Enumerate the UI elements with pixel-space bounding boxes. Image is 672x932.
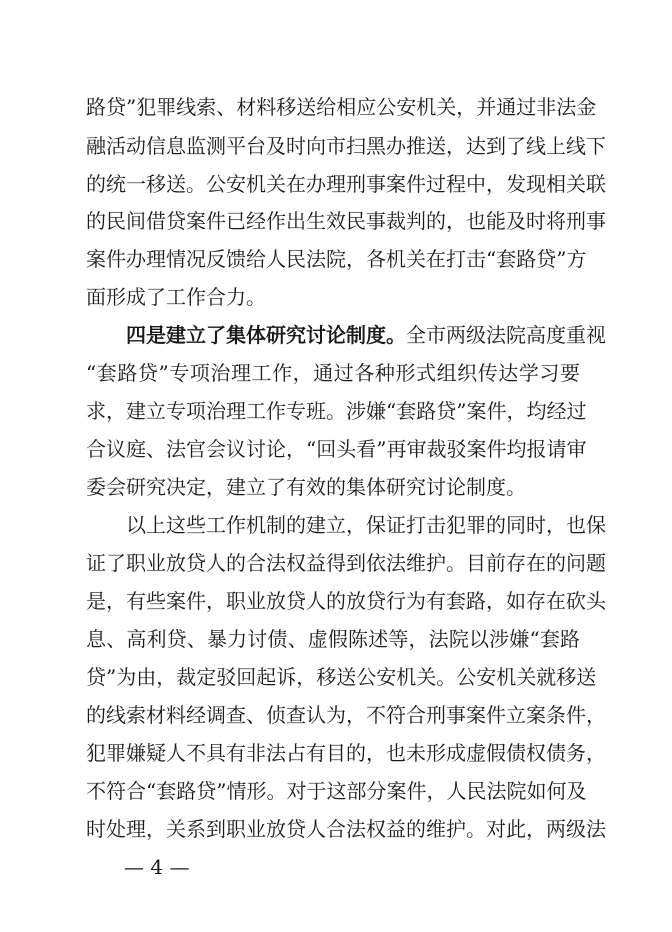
text-line: 融活动信息监测平台及时向市扫黑办推送，达到了线上线下 bbox=[86, 134, 606, 158]
text-line: 案件办理情况反馈给人民法院，各机关在打击“套路贷”方 bbox=[86, 247, 587, 271]
text-line: 路贷”犯罪线索、材料移送给相应公安机关，并通过非法金 bbox=[86, 95, 597, 119]
text-line: 的线索材料经调查、侦查认为，不符合刑事案件立案条件， bbox=[86, 703, 606, 727]
text-line: 息、高利贷、暴力讨债、虚假陈述等，法院以涉嫌“套路 bbox=[86, 627, 580, 651]
text-line: 面形成了工作合力。 bbox=[86, 285, 266, 309]
paragraph-first-line bbox=[126, 320, 606, 350]
paragraph-text: 全市两级法院高度重视 bbox=[406, 323, 606, 347]
text-line: 证了职业放贷人的合法权益得到依法维护。目前存在的问题 bbox=[86, 551, 606, 575]
text-line: 犯罪嫌疑人不具有非法占有目的，也未形成虚假债权债务， bbox=[86, 741, 606, 765]
paragraph-heading: 四是建立了集体研究讨论制度。 bbox=[126, 323, 406, 347]
text-line: 不符合“套路贷”情形。对于这部分案件，人民法院如何及 bbox=[86, 779, 587, 803]
text-line: 的民间借贷案件已经作出生效民事裁判的，也能及时将刑事 bbox=[86, 209, 606, 233]
text-line: 贷”为由，裁定驳回起诉，移送公安机关。公安机关就移送 bbox=[86, 665, 597, 689]
text-line: “套路贷”专项治理工作，通过各种形式组织传达学习要 bbox=[86, 361, 580, 385]
text-line: 的统一移送。公安机关在办理刑事案件过程中，发现相关联 bbox=[86, 172, 606, 196]
page-number: — 4 — bbox=[124, 855, 190, 879]
text-line: 时处理，关系到职业放贷人合法权益的维护。对此，两级法 bbox=[86, 817, 606, 841]
text-line: 是，有些案件，职业放贷人的放贷行为有套路，如存在砍头 bbox=[86, 589, 606, 613]
text-line: 委会研究决定，建立了有效的集体研究讨论制度。 bbox=[86, 475, 526, 499]
paragraph-first-line: 以上这些工作机制的建立，保证打击犯罪的同时，也保 bbox=[126, 513, 606, 537]
text-line: 合议庭、法官会议讨论，“回头看”再审裁驳案件均报请审 bbox=[86, 437, 587, 461]
text-line: 求，建立专项治理工作专班。涉嫌“套路贷”案件，均经过 bbox=[86, 399, 587, 423]
